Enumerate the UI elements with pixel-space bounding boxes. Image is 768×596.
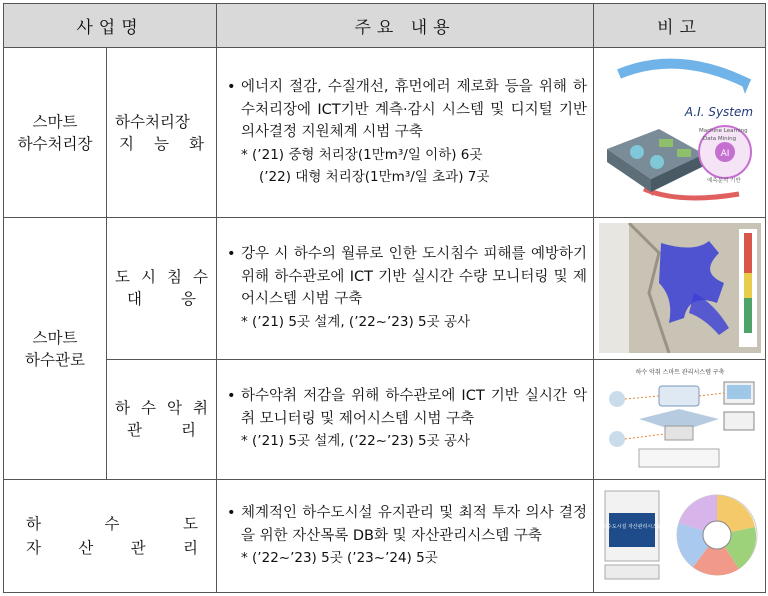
- remarks-image-cell: [594, 359, 766, 479]
- table-row: [4, 48, 766, 218]
- remarks-image-cell: [594, 48, 766, 218]
- note-text: (’22) 대형 처리장(1만m³/일 초과) 7곳: [259, 169, 490, 186]
- content-cell: [217, 48, 594, 218]
- bullet-mark: •: [227, 246, 236, 263]
- subcategory-cell: [107, 218, 217, 359]
- subcategory-line: 지 능 화: [119, 134, 204, 153]
- bullet-text: 체계적인 하수도시설 유지관리 및 최적 투자 의사 결정을 위한 자산목록 DB화 및 자산관리시스템 구축: [241, 505, 587, 544]
- subcategory-line: 하 수 악 취: [115, 399, 208, 418]
- category-line: 자 산 관 리: [26, 538, 198, 557]
- dm-label: Data Mining: [702, 135, 736, 142]
- category-line: 하 수 도: [26, 514, 198, 533]
- remarks-image-cell: [594, 218, 766, 359]
- subcategory-line: 대 응: [127, 290, 196, 309]
- note-text: * (’22~’23) 5곳 (’23~’24) 5곳: [241, 550, 438, 567]
- table-row: [4, 479, 766, 592]
- remarks-image-cell: [594, 479, 766, 592]
- diagram-title: 하수 악취 스마트 관리시스템 구축: [635, 369, 724, 377]
- category-cell: [4, 479, 217, 592]
- ml-label: Machine Learning: [698, 127, 748, 134]
- note-text: * (’21) 5곳 설계, (’22~’23) 5곳 공사: [241, 313, 471, 330]
- category-line: 하수처리장: [17, 134, 93, 153]
- bullet-mark: •: [227, 388, 236, 405]
- subcategory-line: 관 리: [127, 421, 196, 440]
- bullet-text: 하수악취 저감을 위해 하수관로에 ICT 기반 실시간 악취 모니터링 및 제어시스템 시범 구축: [241, 388, 587, 427]
- table-row: [4, 218, 766, 359]
- content-cell: [217, 218, 594, 359]
- project-table: [3, 3, 766, 593]
- predict-label: 예측분석 기반: [706, 177, 741, 184]
- flood-map-image: [599, 223, 761, 353]
- subcategory-cell: [107, 48, 217, 218]
- bullet-text: 강우 시 하수의 월류로 인한 도시침수 피해를 예방하기 위해 하수관로에 ICT 기반 실시간 수량 모니터링 및 제어시스템 시범 구축: [241, 246, 587, 308]
- subcategory-line: 도 시 침 수: [115, 268, 208, 287]
- ai-badge: AI: [720, 148, 729, 159]
- content-cell: [217, 479, 594, 592]
- header-project-name: 사업명: [4, 4, 217, 48]
- odor-system-diagram: [599, 364, 761, 474]
- category-cell: [4, 48, 107, 218]
- category-line: 스마트: [32, 112, 78, 131]
- category-line: 하수관로: [25, 350, 85, 369]
- note-text: * (’21) 5곳 설계, (’22~’23) 5곳 공사: [241, 433, 471, 450]
- screen-label: 하수도시설 자산관리시스템: [601, 524, 662, 531]
- table-row: [4, 359, 766, 479]
- table-header-row: [4, 4, 766, 48]
- ai-system-illustration: [599, 54, 761, 212]
- category-line: 스마트: [32, 328, 78, 347]
- category-cell: [4, 218, 107, 479]
- bullet-text: 에너지 절감, 수질개선, 휴먼에러 제로화 등을 위해 하수처리장에 ICT기반 계측·감시 시스템 및 디지털 기반 의사결정 지원체계 시범 구축: [241, 79, 587, 141]
- asset-system-diagram: [599, 483, 761, 588]
- header-remarks: 비고: [594, 4, 766, 48]
- note-text: * (’21) 중형 처리장(1만m³/일 이하) 6곳: [241, 146, 483, 163]
- ai-system-label: A.I. System: [684, 104, 753, 119]
- bullet-mark: •: [227, 505, 236, 522]
- header-main-content: 주요 내용: [217, 4, 594, 48]
- bullet-mark: •: [227, 79, 236, 96]
- content-cell: [217, 359, 594, 479]
- subcategory-cell: [107, 359, 217, 479]
- subcategory-line: 하수처리장: [115, 112, 190, 131]
